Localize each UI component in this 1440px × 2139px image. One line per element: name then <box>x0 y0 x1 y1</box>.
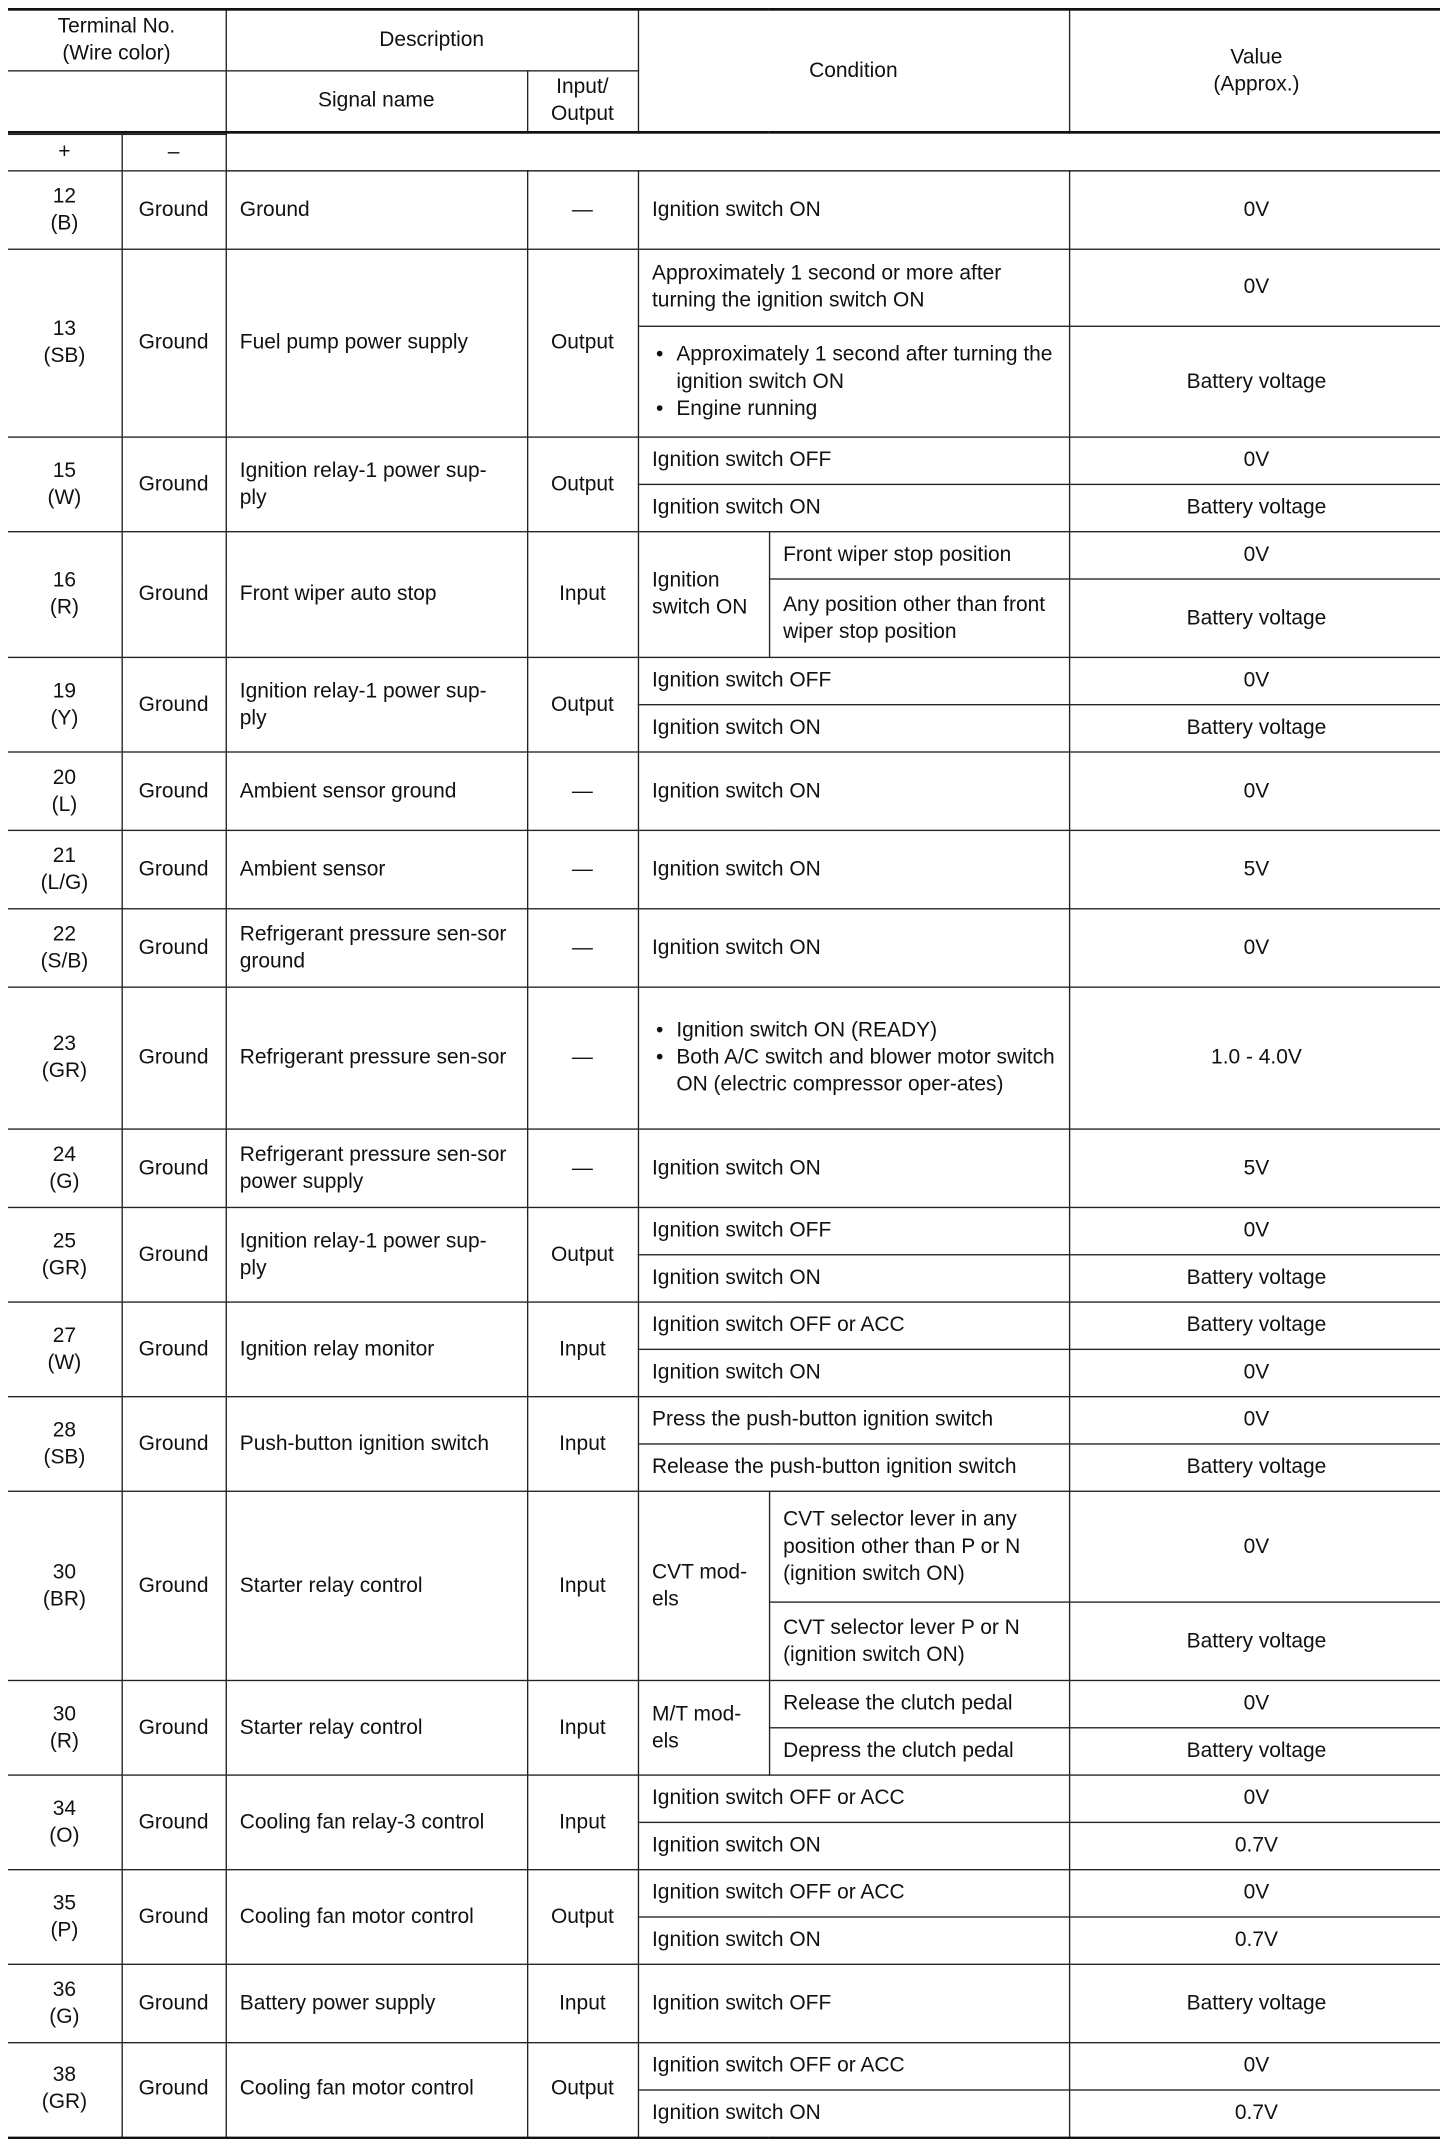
wire-color: (GR) <box>41 2090 88 2114</box>
terminal-cell <box>8 532 122 658</box>
table-row <box>8 1129 1440 1207</box>
signal-name-header: Signal name <box>226 71 527 132</box>
condition-bullet: • Approximately 1 second after turning the ignition switch ON <box>676 341 1054 395</box>
signal-name-cell: Starter relay control <box>226 1680 527 1775</box>
terminal-number: 38 <box>52 2063 77 2087</box>
condition-bullet: • Ignition switch ON (READY) <box>676 1018 1054 1045</box>
value-cell: Battery voltage <box>1069 1728 1440 1775</box>
terminal-number: 30 <box>52 1560 77 1584</box>
terminal-cell <box>8 1491 122 1680</box>
input-output-header <box>527 71 638 132</box>
io-cell: Input <box>527 1397 638 1492</box>
value-cell: 0V <box>1069 1775 1440 1822</box>
wire-color: (SB) <box>43 344 86 368</box>
ground-cell: Ground <box>122 1397 226 1492</box>
terminal-cell <box>8 1397 122 1492</box>
wire-color: (O) <box>49 1823 80 1847</box>
terminal-cell <box>8 2043 122 2138</box>
value-cell: 0V <box>1069 1397 1440 1444</box>
condition-cell: Ignition switch OFF or ACC <box>638 1302 1069 1349</box>
io-cell: Output <box>527 2043 638 2138</box>
ground-cell: Ground <box>122 1129 226 1207</box>
terminal-number: 23 <box>52 1032 77 1056</box>
wire-color: (L/G) <box>40 870 89 894</box>
condition-cell: CVT selector lever P or N (ignition switch ON) <box>769 1602 1069 1680</box>
plus-header: + <box>8 134 122 170</box>
terminal-cell <box>8 1870 122 1965</box>
wire-color: (G) <box>49 1169 80 1193</box>
value-cell: 0.7V <box>1069 2090 1440 2137</box>
io-cell: — <box>527 1129 638 1207</box>
io-cell: Output <box>527 1870 638 1965</box>
ground-cell: Ground <box>122 1680 226 1775</box>
table-row <box>8 1302 1440 1349</box>
table-row <box>8 171 1440 249</box>
wire-color: (GR) <box>41 1256 88 1280</box>
ground-cell: Ground <box>122 987 226 1129</box>
condition-cell <box>638 326 1069 437</box>
condition-cell: Depress the clutch pedal <box>769 1728 1069 1775</box>
condition-group-cell: CVT mod-els <box>638 1491 769 1680</box>
approx-label: (Approx.) <box>1213 72 1300 96</box>
value-cell: 0V <box>1069 532 1440 579</box>
value-cell: Battery voltage <box>1069 1255 1440 1302</box>
ground-cell: Ground <box>122 249 226 437</box>
io-cell: Output <box>527 1207 638 1302</box>
terminal-number: 22 <box>52 922 77 946</box>
condition-cell: Ignition switch ON <box>638 705 1069 752</box>
signal-name-cell: Refrigerant pressure sen-sor ground <box>226 909 527 987</box>
terminal-no-label: Terminal No. <box>57 14 176 38</box>
ground-cell: Ground <box>122 752 226 830</box>
terminal-table-sheet <box>8 8 1440 2139</box>
condition-group-cell: M/T mod-els <box>638 1680 769 1775</box>
io-cell: — <box>527 830 638 908</box>
table-row <box>8 2043 1440 2090</box>
condition-cell: Ignition switch OFF <box>638 1207 1069 1254</box>
terminal-cell <box>8 987 122 1129</box>
value-cell: 0V <box>1069 1207 1440 1254</box>
terminal-cell <box>8 1964 122 2042</box>
condition-bullets <box>652 1018 1055 1099</box>
condition-cell: Ignition switch ON <box>638 484 1069 531</box>
terminal-cell <box>8 1302 122 1397</box>
io-cell: Input <box>527 1491 638 1680</box>
terminal-number: 35 <box>52 1891 77 1915</box>
condition-cell: Ignition switch ON <box>638 909 1069 987</box>
wire-color: (BR) <box>42 1587 86 1611</box>
value-cell: 0V <box>1069 249 1440 326</box>
wire-color: (S/B) <box>40 949 89 973</box>
condition-bullet: • Both A/C switch and blower motor switch ON (electric compressor oper-ates) <box>676 1045 1054 1099</box>
ground-cell: Ground <box>122 909 226 987</box>
value-cell: 0V <box>1069 1680 1440 1727</box>
io-cell: Output <box>527 657 638 752</box>
value-cell: 5V <box>1069 1129 1440 1207</box>
signal-name-cell: Refrigerant pressure sen-sor <box>226 987 527 1129</box>
table-row <box>8 1680 1440 1727</box>
value-cell: Battery voltage <box>1069 326 1440 437</box>
table-row <box>8 249 1440 326</box>
signal-name-cell: Ignition relay monitor <box>226 1302 527 1397</box>
signal-name-cell: Refrigerant pressure sen-sor power supply <box>226 1129 527 1207</box>
io-cell: Input <box>527 1302 638 1397</box>
io-cell: Input <box>527 1964 638 2042</box>
io-cell: Output <box>527 437 638 532</box>
table-row <box>8 1775 1440 1822</box>
input-label: Input/ <box>556 75 609 99</box>
wire-color: (R) <box>49 595 79 619</box>
ground-cell: Ground <box>122 1964 226 2042</box>
condition-cell: Ignition switch OFF <box>638 657 1069 704</box>
signal-name-cell: Ignition relay-1 power sup-ply <box>226 1207 527 1302</box>
signal-name-cell: Fuel pump power supply <box>226 249 527 437</box>
signal-name-cell: Front wiper auto stop <box>226 532 527 658</box>
table-row <box>8 1964 1440 2042</box>
wire-color: (SB) <box>43 1445 86 1469</box>
ground-cell: Ground <box>122 830 226 908</box>
wire-color: (L) <box>51 792 78 816</box>
condition-cell: CVT selector lever in any position other than P or N (ignition switch ON) <box>769 1491 1069 1602</box>
terminal-number: 12 <box>52 184 77 208</box>
ground-cell: Ground <box>122 1302 226 1397</box>
io-cell: Input <box>527 1775 638 1870</box>
value-cell: 5V <box>1069 830 1440 908</box>
signal-name-cell: Ignition relay-1 power sup-ply <box>226 437 527 532</box>
terminal-table <box>8 8 1440 134</box>
io-cell: — <box>527 752 638 830</box>
terminal-no-spacer <box>8 71 226 132</box>
terminal-number: 19 <box>52 679 77 702</box>
wire-color: (B) <box>50 211 79 235</box>
value-cell: 0V <box>1069 1349 1440 1396</box>
signal-name-cell: Ambient sensor ground <box>226 752 527 830</box>
table-row <box>8 909 1440 987</box>
io-cell: — <box>527 987 638 1129</box>
terminal-number: 20 <box>52 765 77 789</box>
value-cell: 0V <box>1069 171 1440 249</box>
value-cell: 0.7V <box>1069 1917 1440 1964</box>
condition-cell: Ignition switch ON <box>638 830 1069 908</box>
terminal-cell <box>8 1775 122 1870</box>
terminal-cell <box>8 830 122 908</box>
value-header <box>1069 9 1440 132</box>
terminal-number: 24 <box>52 1142 77 1166</box>
value-cell: Battery voltage <box>1069 1444 1440 1491</box>
header-sign-row-filler <box>226 134 1440 170</box>
terminal-cell <box>8 657 122 752</box>
terminal-number: 15 <box>52 458 77 482</box>
condition-cell: Ignition switch ON <box>638 1822 1069 1869</box>
value-cell: Battery voltage <box>1069 1964 1440 2042</box>
value-cell: 0V <box>1069 752 1440 830</box>
terminal-no-header <box>8 9 226 70</box>
io-cell: — <box>527 909 638 987</box>
io-cell: — <box>527 171 638 249</box>
value-cell: 0.7V <box>1069 1822 1440 1869</box>
value-cell: Battery voltage <box>1069 484 1440 531</box>
value-cell: 0V <box>1069 437 1440 484</box>
condition-cell: Front wiper stop position <box>769 532 1069 579</box>
terminal-cell <box>8 249 122 437</box>
table-row <box>8 1491 1440 1602</box>
condition-bullet: • Engine running <box>676 395 1054 422</box>
signal-name-cell: Push-button ignition switch <box>226 1397 527 1492</box>
terminal-number: 27 <box>52 1323 77 1347</box>
condition-cell: Ignition switch ON <box>638 1349 1069 1396</box>
terminal-number: 30 <box>52 1702 77 1726</box>
signal-name-cell: Cooling fan motor control <box>226 1870 527 1965</box>
ground-cell: Ground <box>122 437 226 532</box>
wire-color: (Y) <box>50 706 79 730</box>
value-cell: 0V <box>1069 1870 1440 1917</box>
condition-cell: Press the push-button ignition switch <box>638 1397 1069 1444</box>
signal-name-cell: Ignition relay-1 power sup-ply <box>226 657 527 752</box>
terminal-cell <box>8 1680 122 1775</box>
condition-cell: Ignition switch ON <box>638 1917 1069 1964</box>
value-cell: Battery voltage <box>1069 579 1440 657</box>
terminal-number: 34 <box>52 1796 77 1820</box>
io-cell: Input <box>527 1680 638 1775</box>
table-row <box>8 987 1440 1129</box>
terminal-cell <box>8 437 122 532</box>
condition-cell: Ignition switch ON <box>638 2090 1069 2137</box>
ground-cell: Ground <box>122 171 226 249</box>
terminal-number: 28 <box>52 1418 77 1442</box>
ground-cell: Ground <box>122 2043 226 2138</box>
table-row <box>8 437 1440 484</box>
signal-name-cell: Ground <box>226 171 527 249</box>
table-row <box>8 1397 1440 1444</box>
terminal-number: 25 <box>52 1229 77 1253</box>
value-label: Value <box>1230 45 1283 69</box>
value-cell: Battery voltage <box>1069 1302 1440 1349</box>
table-row <box>8 1207 1440 1254</box>
signal-name-cell: Battery power supply <box>226 1964 527 2042</box>
terminal-cell <box>8 752 122 830</box>
condition-cell: Ignition switch ON <box>638 752 1069 830</box>
condition-cell: Ignition switch ON <box>638 171 1069 249</box>
condition-cell: Ignition switch OFF or ACC <box>638 1775 1069 1822</box>
condition-cell: Ignition switch OFF <box>638 437 1069 484</box>
table-row <box>8 532 1440 579</box>
minus-header: – <box>122 134 226 170</box>
terminal-number: 36 <box>52 1977 77 2001</box>
signal-name-cell: Starter relay control <box>226 1491 527 1680</box>
terminal-cell <box>8 171 122 249</box>
ground-cell: Ground <box>122 532 226 658</box>
value-cell: 0V <box>1069 657 1440 704</box>
terminal-cell <box>8 1207 122 1302</box>
wire-color-label: (Wire color) <box>62 41 171 65</box>
table-row <box>8 657 1440 704</box>
condition-header: Condition <box>638 9 1069 132</box>
output-label: Output <box>550 102 614 126</box>
wire-color: (G) <box>49 2004 80 2028</box>
value-cell: Battery voltage <box>1069 1602 1440 1680</box>
ground-cell: Ground <box>122 657 226 752</box>
value-cell: 0V <box>1069 909 1440 987</box>
wire-color: (W) <box>47 1350 82 1374</box>
ground-cell: Ground <box>122 1870 226 1965</box>
terminal-number: 13 <box>52 317 77 341</box>
wire-color: (GR) <box>41 1059 88 1083</box>
condition-bullets <box>652 341 1055 422</box>
value-cell: Battery voltage <box>1069 705 1440 752</box>
condition-cell: Ignition switch OFF or ACC <box>638 2043 1069 2090</box>
value-cell: 0V <box>1069 2043 1440 2090</box>
condition-cell: Ignition switch OFF or ACC <box>638 1870 1069 1917</box>
signal-name-cell: Cooling fan relay-3 control <box>226 1775 527 1870</box>
terminal-number: 21 <box>52 843 77 867</box>
terminal-cell <box>8 1129 122 1207</box>
condition-cell: Release the push-button ignition switch <box>638 1444 1069 1491</box>
condition-cell: Ignition switch ON <box>638 1255 1069 1302</box>
description-header: Description <box>226 9 638 70</box>
wire-color: (P) <box>50 1918 79 1942</box>
condition-cell: Any position other than front wiper stop position <box>769 579 1069 657</box>
wire-color: (R) <box>49 1729 79 1753</box>
table-row <box>8 1870 1440 1917</box>
io-cell: Input <box>527 532 638 658</box>
ground-cell: Ground <box>122 1491 226 1680</box>
signal-name-cell: Ambient sensor <box>226 830 527 908</box>
signal-name-cell: Cooling fan motor control <box>226 2043 527 2138</box>
ground-cell: Ground <box>122 1207 226 1302</box>
condition-cell: Ignition switch OFF <box>638 1964 1069 2042</box>
condition-cell <box>638 987 1069 1129</box>
terminal-number: 16 <box>52 568 77 592</box>
condition-group-cell: Ignition switch ON <box>638 532 769 658</box>
table-row <box>8 752 1440 830</box>
condition-cell: Release the clutch pedal <box>769 1680 1069 1727</box>
condition-cell: Ignition switch ON <box>638 1129 1069 1207</box>
terminal-table-body <box>8 134 1440 2139</box>
value-cell: 1.0 - 4.0V <box>1069 987 1440 1129</box>
table-row <box>8 830 1440 908</box>
ground-cell: Ground <box>122 1775 226 1870</box>
terminal-cell <box>8 909 122 987</box>
wire-color: (W) <box>47 485 82 509</box>
io-cell: Output <box>527 249 638 437</box>
condition-cell: Approximately 1 second or more after turning the ignition switch ON <box>638 249 1069 326</box>
value-cell: 0V <box>1069 1491 1440 1602</box>
